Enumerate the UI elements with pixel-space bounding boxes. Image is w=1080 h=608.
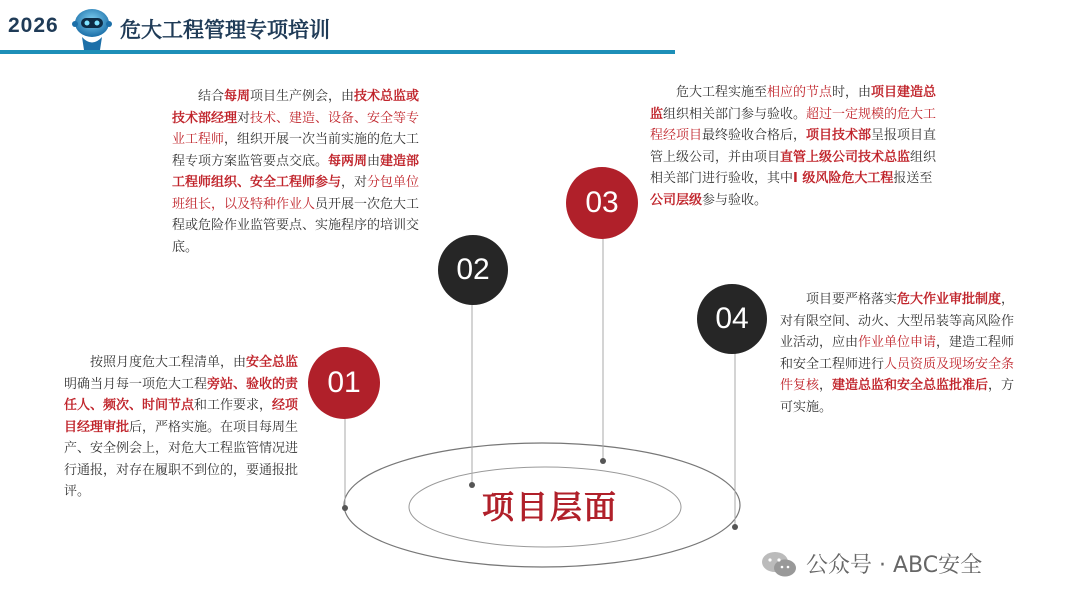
step-3-segment: 项目建造总监 — [650, 85, 937, 122]
step-3-segment: 呈报项目直管上级公司，并由项目 — [650, 128, 937, 165]
step-2-segment: 结合 — [198, 89, 225, 104]
step-2-segment: 分包单位班组长，以及特种作业人 — [172, 175, 420, 212]
step-3-segment: 危大工程实施至 — [676, 85, 768, 100]
step-2-segment: 对 — [237, 110, 251, 126]
step-02-number: 02 — [456, 253, 490, 286]
step-2-segment: 由 — [367, 153, 381, 169]
step-04-badge — [697, 284, 767, 354]
step-3-segment: 相应的节点 — [767, 85, 833, 100]
step-2-segment: 项目生产例会，由 — [250, 89, 355, 104]
step-01-text — [64, 352, 302, 503]
step-02-text — [172, 86, 427, 258]
step-1-segment: 明确当月每一项危大工程 — [64, 376, 208, 392]
step-01-badge — [308, 347, 380, 419]
step-2-segment: 每两周 — [328, 153, 368, 169]
step-2-segment: 员开展一次危大工程或危险作业监管要点、实施程序的培训交底。 — [172, 196, 420, 255]
step-3-segment: 报送至 — [893, 171, 933, 186]
step-4-segment: ，建造工程师和安全工程师进行 — [780, 335, 1015, 372]
step-02-badge — [438, 235, 508, 305]
step-3-segment: 超过一定规模的危大工程经项目 — [650, 106, 937, 143]
connector-dot-03 — [600, 458, 606, 464]
step-2-segment: ，组织开展一次当前实施的危大工程专项方案监管要点交底。 — [172, 132, 420, 169]
step-01-number: 01 — [327, 366, 361, 399]
step-4-segment: ， — [819, 378, 833, 393]
step-4-segment: 建造总监和安全总监批准后 — [832, 378, 989, 393]
step-3-segment: 最终验收合格后， — [702, 128, 807, 143]
step-3-segment: 组织相关部门进行验收，其中 — [650, 149, 937, 186]
header-year: 2026 — [8, 14, 59, 37]
step-03-text — [650, 82, 940, 211]
step-4-segment: 人员资质及现场安全条件复核 — [780, 356, 1015, 393]
step-3-segment: 项目技术部 — [806, 128, 872, 143]
connector-dot-01 — [342, 505, 348, 511]
step-3-segment: 组织相关部门参与验收。 — [663, 106, 807, 122]
step-3-segment: 时，由 — [832, 85, 872, 100]
step-3-segment: 直管上级公司技术总监 — [780, 149, 911, 165]
step-4-segment: ，对有限空间、动火、大型吊装等高风险作业活动，应由 — [780, 292, 1015, 350]
step-2-segment: 建造部工程师组织、安全工程师参与 — [172, 153, 420, 190]
step-2-segment: ，对 — [341, 175, 368, 190]
step-4-segment: 危大作业审批制度 — [897, 292, 1002, 307]
step-4-segment: 项目要严格落实 — [806, 292, 898, 307]
wechat-icon — [760, 550, 798, 580]
step-04-text — [780, 289, 1025, 418]
step-3-segment: 参与验收。 — [702, 192, 768, 208]
step-04-number: 04 — [715, 302, 749, 335]
step-2-segment: 每周 — [224, 89, 251, 104]
step-3-segment: I 级风险危大工程 — [793, 171, 894, 186]
step-03-number: 03 — [585, 186, 619, 219]
step-1-segment: 旁站、验收的责任人、频次、时间节点 — [64, 376, 299, 413]
step-1-segment: 经项目经理审批 — [64, 398, 299, 435]
step-2-segment: 技术、建造、设备、安全等专业工程师 — [172, 110, 420, 147]
step-4-segment: 作业单位申请 — [858, 335, 937, 350]
step-2-segment: 技术总监或技术部经理 — [172, 89, 420, 126]
step-1-segment: 按照月度危大工程清单，由 — [90, 355, 247, 370]
step-4-segment: ，方可实施。 — [780, 378, 1015, 415]
watermark-text: 公众号 · ABC安全 — [806, 553, 983, 578]
center-label: 项目层面 — [481, 488, 618, 526]
step-03-badge — [566, 167, 638, 239]
header-title: 危大工程管理专项培训 — [120, 18, 330, 42]
step-3-segment: 公司层级 — [650, 192, 703, 208]
connector-dot-04 — [732, 524, 738, 530]
step-1-segment: 后，严格实施。在项目每周生产、安全例会上，对危大工程监管情况进行通报，对存在履职不到位的，要通报批评。 — [64, 419, 299, 499]
step-1-segment: 和工作要求， — [194, 398, 273, 413]
step-1-segment: 安全总监 — [246, 355, 299, 370]
